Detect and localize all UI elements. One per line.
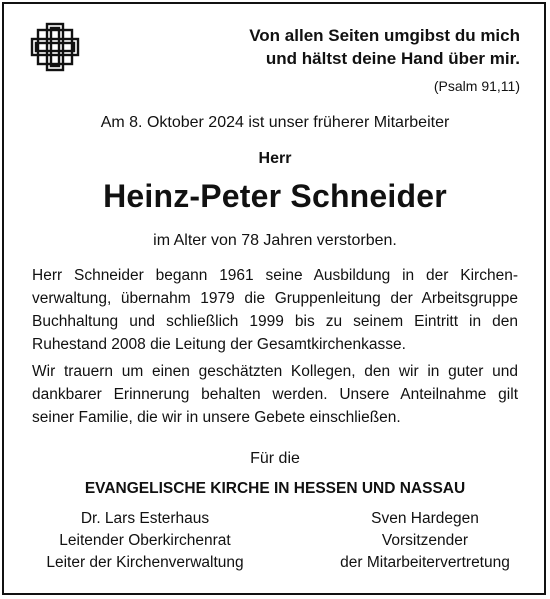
for-label: Für die <box>250 450 300 467</box>
deceased-name: Heinz-Peter Schneider <box>103 178 447 214</box>
condolence-paragraph: Wir trauern um einen geschätzten Kollegen, den wir in guter und dankbarer Erinnerung behalten werden. Unsere Anteilnahme gilt seiner Familie, die wir in unsere Gebete einschließen. <box>32 363 518 426</box>
bible-verse <box>249 24 520 70</box>
verse-reference: (Psalm 91,11) <box>433 78 520 94</box>
verse-line-1: Von allen Seiten umgibst du mich <box>249 26 520 45</box>
signatory-left-title1: Leitender Oberkirchenrat <box>59 532 231 549</box>
verse-line-2: und hältst deine Hand über mir. <box>265 49 520 68</box>
age-line: im Alter von 78 Jahren verstorben. <box>153 232 397 249</box>
signatory-left-title2: Leiter der Kirchenverwaltung <box>46 554 244 571</box>
signatory-right-title2: der Mitarbeitervertretung <box>340 554 510 571</box>
signatory-right-name: Sven Hardegen <box>371 510 479 527</box>
signatory-left <box>30 508 260 574</box>
signatory-right-title1: Vorsitzender <box>381 532 469 549</box>
career-paragraph: Herr Schneider begann 1961 seine Ausbildung in der Kirchenverwaltung, übernahm 1979 die Gruppenleitung der Arbeitsgruppe Buchhaltung und schließlich 1999 bis zu seinem Eintritt in den Ruhestand 2008 die Leitung der Gesamtkirchenkasse. <box>32 267 518 353</box>
intro-line: Am 8. Oktober 2024 ist unser früherer Mitarbeiter <box>100 114 450 131</box>
organization-name: EVANGELISCHE KIRCHE IN HESSEN UND NASSAU <box>84 480 466 497</box>
salutation: Herr <box>258 150 292 167</box>
signatory-right <box>310 508 540 574</box>
interlaced-cross-icon <box>30 22 80 72</box>
signatory-left-name: Dr. Lars Esterhaus <box>80 510 210 527</box>
